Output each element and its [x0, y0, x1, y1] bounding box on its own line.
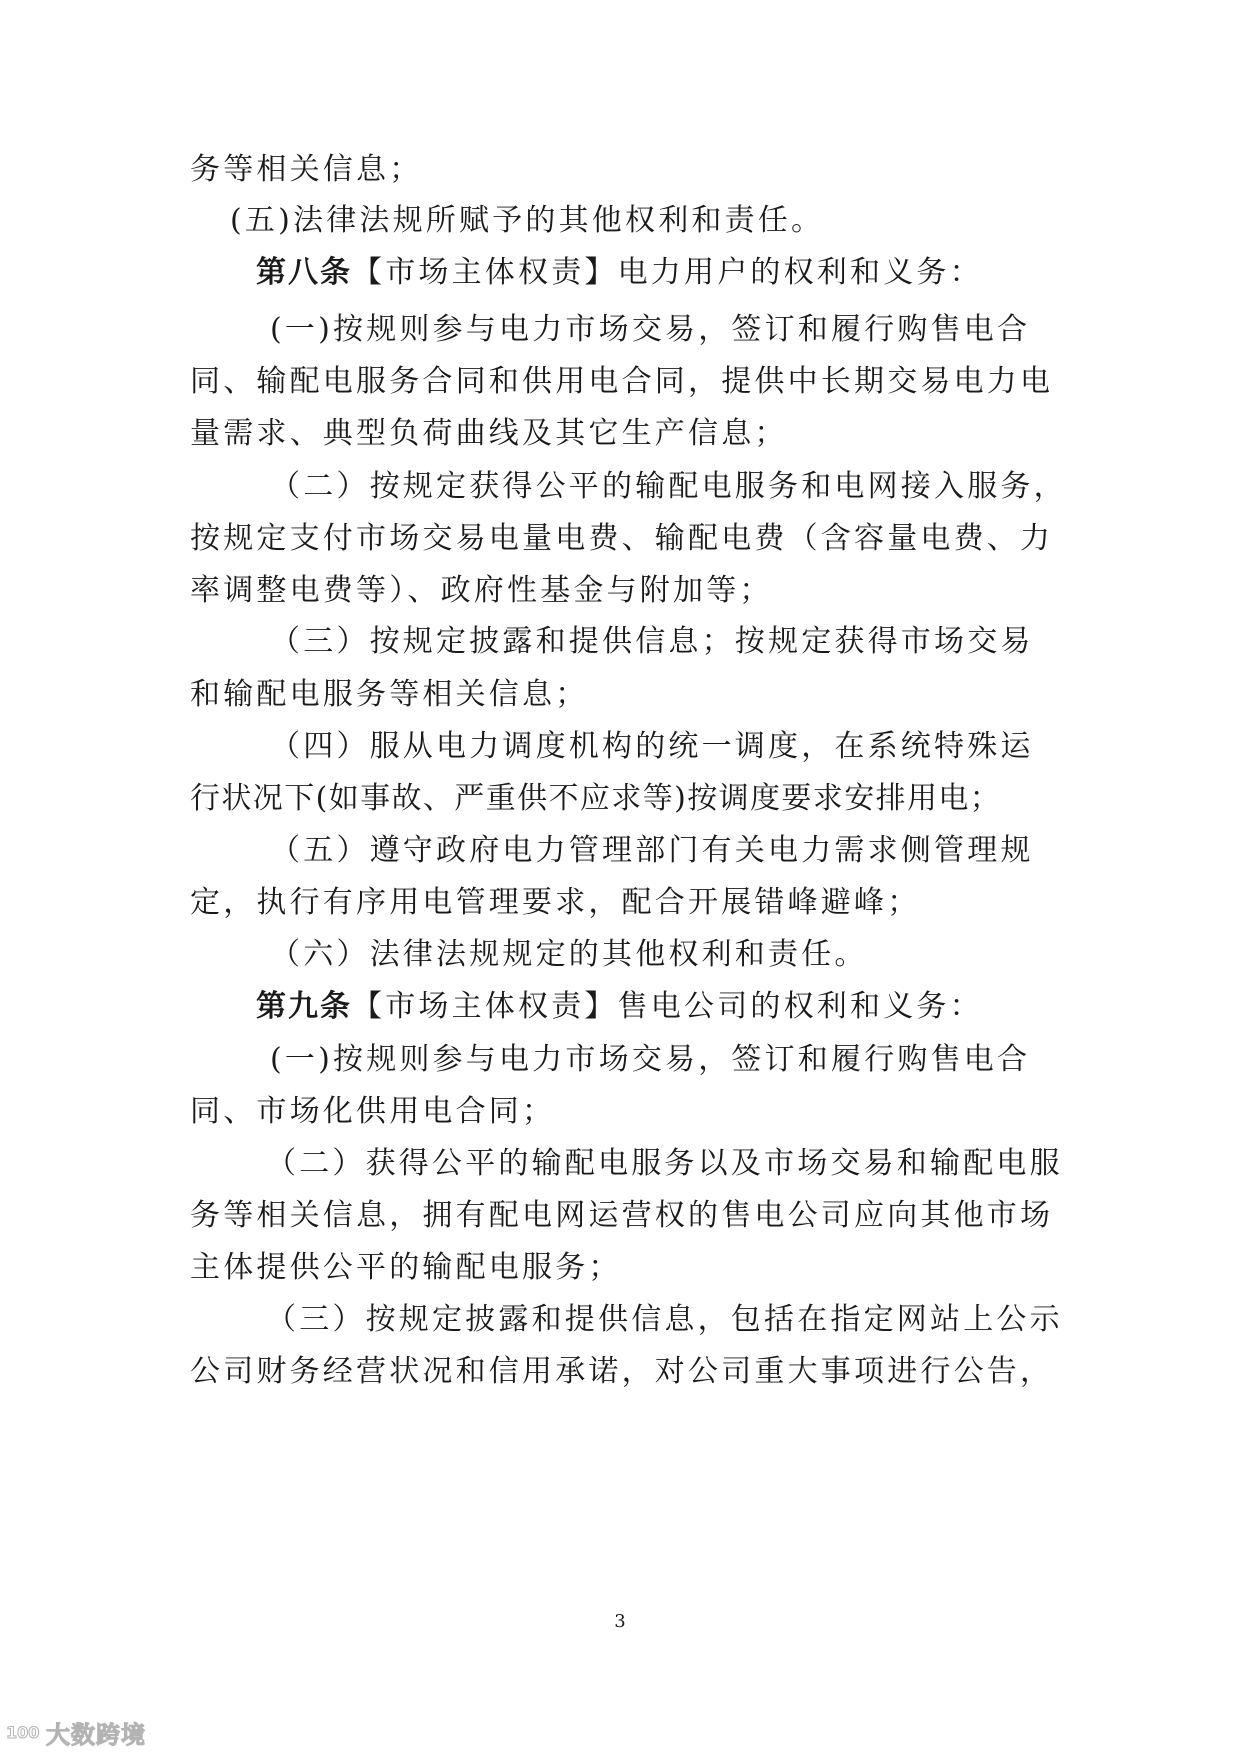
text-line: (五)法律法规所赋予的其他权利和责任。: [230, 203, 825, 238]
text-line: 率调整电费等）、政府性基金与附加等；: [190, 573, 773, 608]
text-line: 公司财务经营状况和信用承诺，对公司重大事项进行公告，: [190, 1354, 1054, 1389]
article-9-label: 第九条: [256, 989, 352, 1024]
text-line: （二）获得公平的输配电服务以及市场交易和输配电服: [266, 1146, 1063, 1181]
text-line: （六）法律法规规定的其他权利和责任。: [270, 937, 868, 972]
text-line: 行状况下(如事故、严重供不应求等)按调度要求安排用电；: [190, 781, 1002, 816]
text-line: 按规定支付市场交易电量电费、输配电费（含容量电费、力: [190, 521, 1054, 556]
page-number: 3: [614, 1611, 626, 1632]
text-line: 主体提供公平的输配电服务；: [190, 1250, 622, 1285]
article-8-heading: [256, 253, 1126, 293]
text-line: 务等相关信息；: [190, 152, 423, 187]
text-line: （二）按规定获得公平的输配电服务和电网接入服务，: [270, 469, 1067, 504]
text-line: 务等相关信息，拥有配电网运营权的售电公司应向其他市场: [190, 1198, 1054, 1233]
article-9-title: 【市场主体权责】售电公司的权利和义务：: [352, 989, 983, 1024]
watermark: [6, 1716, 146, 1748]
text-line: 量需求、典型负荷曲线及其它生产信息；: [190, 416, 788, 451]
text-line: (一)按规则参与电力市场交易，签订和履行购售电合: [270, 312, 1031, 347]
text-line: 和输配电服务等相关信息；: [190, 677, 589, 712]
text-line: (一)按规则参与电力市场交易，签订和履行购售电合: [270, 1042, 1031, 1077]
text-line: （四）服从电力调度机构的统一调度，在系统特殊运: [270, 729, 1034, 764]
article-9-heading: [256, 987, 1126, 1027]
text-line: （三）按规定披露和提供信息，包括在指定网站上公示: [266, 1302, 1063, 1337]
watermark-text: 大数跨境: [46, 1720, 146, 1749]
article-8-label: 第八条: [256, 255, 352, 290]
article-8-title: 【市场主体权责】电力用户的权利和义务：: [352, 255, 983, 290]
watermark-logo-icon: [6, 1721, 40, 1743]
text-line: 同、输配电服务合同和供用电合同，提供中长期交易电力电: [190, 364, 1054, 399]
text-line: 同、市场化供用电合同；: [190, 1094, 556, 1129]
text-line: 定，执行有序用电管理要求，配合开展错峰避峰；: [190, 885, 921, 920]
watermark-logo-text: 100: [6, 1723, 40, 1742]
text-line: （三）按规定披露和提供信息；按规定获得市场交易: [270, 624, 1034, 659]
text-line: （五）遵守政府电力管理部门有关电力需求侧管理规: [270, 833, 1034, 868]
